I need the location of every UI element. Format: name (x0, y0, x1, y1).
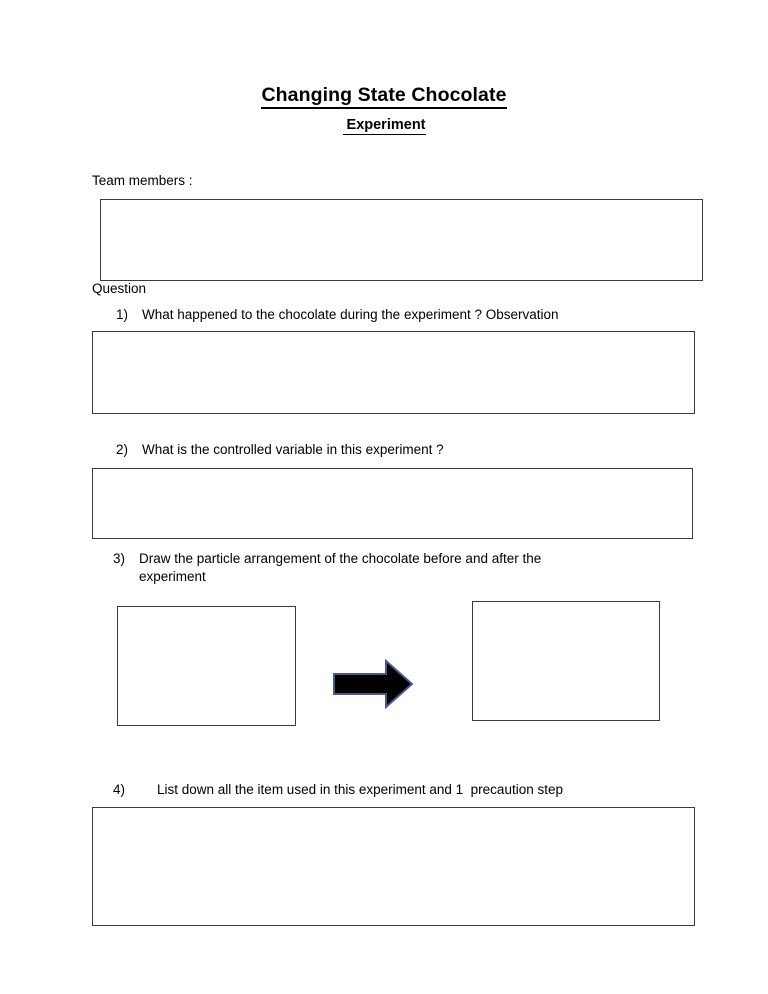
question-number-2: 2) (116, 442, 129, 457)
question-text-2: What is the controlled variable in this experiment ? (142, 442, 444, 457)
question-number-3: 3) (113, 551, 126, 566)
particle-drawing-box-after[interactable] (472, 601, 660, 721)
question-2-answer-box[interactable] (92, 468, 693, 539)
question-4-answer-box[interactable] (92, 807, 695, 926)
question-item-3 (113, 550, 633, 586)
page-subtitle (0, 116, 768, 135)
right-arrow-icon (330, 657, 416, 711)
question-section-label: Question (92, 281, 147, 296)
question-text-1: What happened to the chocolate during the experiment ? Observation (142, 307, 559, 322)
question-item-2 (116, 441, 676, 459)
question-item-1 (116, 306, 676, 324)
question-text-3: Draw the particle arrangement of the chocolate before and after the experiment (139, 551, 546, 584)
question-number-1: 1) (116, 307, 129, 322)
particle-drawing-box-before[interactable] (117, 606, 296, 726)
question-text-4: List down all the item used in this experiment and 1 precaution step (157, 782, 563, 797)
page-title-text: Changing State Chocolate (261, 84, 506, 109)
page-title (0, 83, 768, 107)
question-number-4: 4) (113, 782, 126, 797)
question-1-answer-box[interactable] (92, 331, 695, 414)
question-item-4 (113, 781, 673, 799)
team-members-input-box[interactable] (100, 199, 703, 281)
team-members-label: Team members : (92, 173, 193, 188)
page-subtitle-text: Experiment (342, 117, 426, 133)
